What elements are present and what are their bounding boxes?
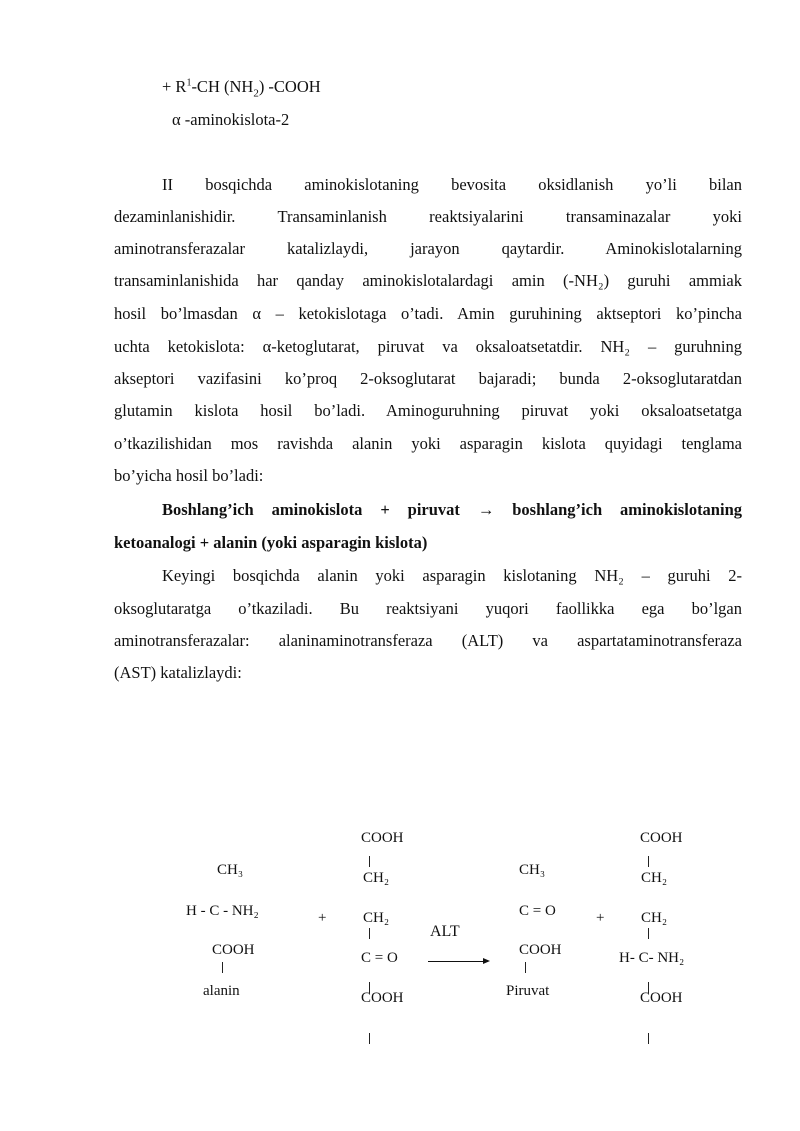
alanin-cooh: COOH (212, 942, 255, 958)
bold-equation-line: ketoanalogi + alanin (yoki asparagin kislota) (114, 533, 428, 552)
paragraph-line: bo’yicha hosil bo’ladi: (114, 466, 264, 485)
formula-line (162, 77, 321, 99)
bond-line (648, 1033, 649, 1044)
pyr-ch3: CH₃ (519, 862, 546, 878)
bond-line (369, 928, 370, 939)
paragraph-line: oksoglutaratga o’tkaziladi. Bu reaktsiyani yuqori faollikka ega bo’lgan (114, 599, 742, 618)
pyr-carbonyl: C = O (519, 903, 556, 919)
paragraph-line: Keyingi bosqichda alanin yoki asparagin kislotaning NH₂ – guruhi 2- (162, 566, 742, 585)
paragraph-line: glutamin kislota hosil bo’ladi. Aminoguruhning piruvat yoki oksaloatsetatga (114, 401, 742, 420)
glu-center: H- C- NH₂ (619, 950, 685, 966)
glu-ch2-b: CH₂ (641, 910, 668, 926)
glu-ch2-a: CH₂ (641, 870, 668, 886)
reaction-arrow (428, 961, 488, 962)
enzyme-label: ALT (430, 923, 460, 940)
formula-mid: -CH (NH (191, 77, 254, 96)
paragraph-line: o’tkazilishidan mos ravishda alanin yoki asparagin kislota quyidagi tenglama (114, 434, 742, 453)
bond-line (222, 962, 223, 973)
glu-cooh-top: COOH (640, 830, 683, 846)
alanin-ch3: CH₃ (217, 862, 244, 878)
paragraph-line: dezaminlanishidir. Transaminlanish reaktsiyalarini transaminazalar yoki (114, 207, 742, 226)
formula-superscript: 1 (186, 77, 192, 89)
formula-subscript: 2 (253, 87, 259, 100)
formula-caption: α -aminokislota-2 (172, 110, 290, 129)
paragraph-line: aminotransferazalar: alaninaminotransferaza (ALT) va aspartataminotransferaza (114, 631, 742, 650)
bold-equation-line: Boshlang’ich aminokislota + piruvat → boshlang’ich aminokislotaning (162, 500, 742, 519)
paragraph-line: hosil bo’lmasdan α – ketokislotaga o’tadi. Amin guruhining aktseptori ko’pincha (114, 304, 742, 323)
bond-line (648, 928, 649, 939)
plus-sign: + (318, 910, 327, 926)
bond-line (648, 856, 649, 867)
bond-line (525, 962, 526, 973)
kg-ch2-b: CH₂ (363, 910, 390, 926)
kg-cooh-top: COOH (361, 830, 404, 846)
kg-carbonyl: C = O (361, 950, 398, 966)
plus-sign: + (596, 910, 605, 926)
paragraph-line: II bosqichda aminokislotaning bevosita oksidlanish yo’li bilan (162, 175, 742, 194)
paragraph-line: uchta ketokislota: α-ketoglutarat, piruvat va oksaloatsetatdir. NH₂ – guruhning (114, 337, 742, 356)
kg-ch2-a: CH₂ (363, 870, 390, 886)
alanin-center: H - C - NH₂ (186, 903, 259, 919)
alanin-label: alanin (203, 983, 240, 999)
glu-cooh-bottom: COOH (640, 990, 683, 1006)
bond-line (369, 1033, 370, 1044)
paragraph-line: aminotransferazalar katalizlaydi, jarayon qaytardir. Aminokislotalarning (114, 239, 742, 258)
pyr-label: Piruvat (506, 983, 550, 999)
formula-plus: + R (162, 77, 187, 96)
kg-cooh-bottom: COOH (361, 990, 404, 1006)
paragraph-line: akseptori vazifasini ko’proq 2-oksoglutarat bajaradi; bunda 2-oksoglutaratdan (114, 369, 742, 388)
paragraph-line: (AST) katalizlaydi: (114, 663, 242, 682)
pyr-cooh: COOH (519, 942, 562, 958)
bond-line (369, 856, 370, 867)
formula-end: ) -COOH (258, 77, 321, 96)
paragraph-line: transaminlanishida har qanday aminokislotalardagi amin (-NH₂) guruhi ammiak (114, 271, 742, 290)
